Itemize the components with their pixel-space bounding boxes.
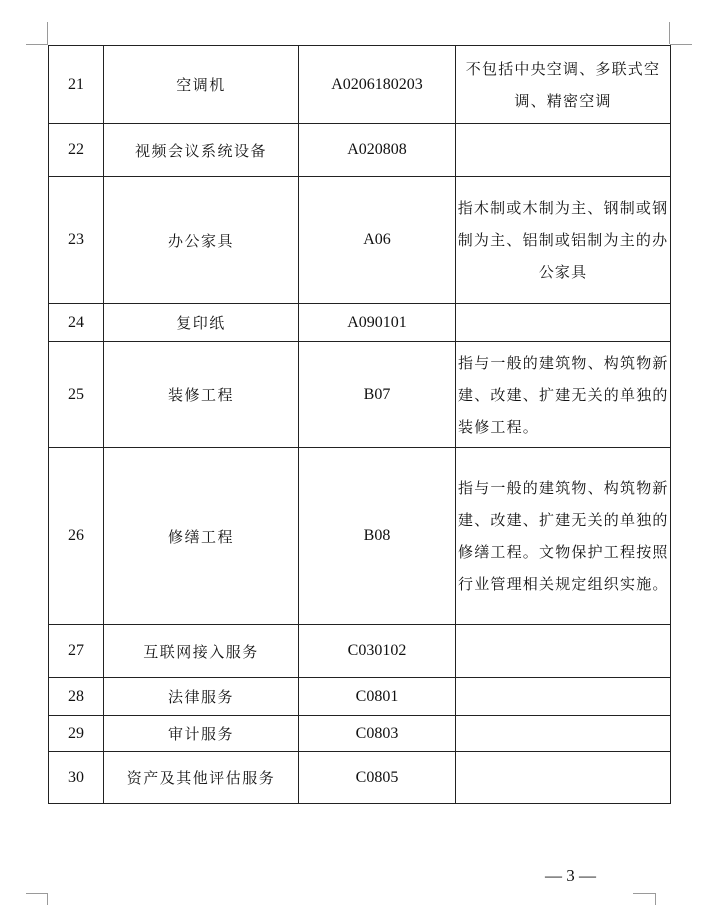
row-number: 29 bbox=[49, 716, 104, 752]
item-code: B08 bbox=[299, 448, 456, 625]
item-note: 指与一般的建筑物、构筑物新建、改建、扩建无关的单独的装修工程。 bbox=[456, 342, 671, 448]
crop-mark-bottom-left-h bbox=[26, 893, 48, 894]
item-note: 指木制或木制为主、钢制或钢制为主、铝制或铝制为主的办公家具 bbox=[456, 177, 671, 304]
item-note bbox=[456, 716, 671, 752]
item-code: C0805 bbox=[299, 752, 456, 804]
table-row bbox=[49, 177, 671, 304]
row-number: 25 bbox=[49, 342, 104, 448]
crop-mark-top-right-v bbox=[669, 22, 670, 44]
item-note: 指与一般的建筑物、构筑物新建、改建、扩建无关的单独的修缮工程。文物保护工程按照行业管理相关规定组织实施。 bbox=[456, 448, 671, 625]
table-row bbox=[49, 124, 671, 177]
table-row bbox=[49, 448, 671, 625]
item-note bbox=[456, 304, 671, 342]
item-note bbox=[456, 124, 671, 177]
item-code: C030102 bbox=[299, 625, 456, 678]
row-number: 23 bbox=[49, 177, 104, 304]
item-name: 法律服务 bbox=[104, 678, 299, 716]
item-code: A06 bbox=[299, 177, 456, 304]
row-number: 27 bbox=[49, 625, 104, 678]
item-note bbox=[456, 678, 671, 716]
item-name: 审计服务 bbox=[104, 716, 299, 752]
procurement-catalog-table bbox=[48, 45, 671, 804]
crop-mark-bottom-left-v bbox=[47, 893, 48, 905]
crop-mark-top-left-h bbox=[26, 44, 48, 45]
table-row bbox=[49, 304, 671, 342]
table-row bbox=[49, 716, 671, 752]
crop-mark-top-left-v bbox=[47, 22, 48, 44]
item-note: 不包括中央空调、多联式空调、精密空调 bbox=[456, 46, 671, 124]
item-code: C0803 bbox=[299, 716, 456, 752]
table-row bbox=[49, 752, 671, 804]
item-note bbox=[456, 625, 671, 678]
item-name: 修缮工程 bbox=[104, 448, 299, 625]
row-number: 28 bbox=[49, 678, 104, 716]
item-code: A090101 bbox=[299, 304, 456, 342]
row-number: 22 bbox=[49, 124, 104, 177]
item-name: 互联网接入服务 bbox=[104, 625, 299, 678]
page-number: — 3 — bbox=[545, 866, 596, 885]
table-row bbox=[49, 625, 671, 678]
crop-mark-bottom-right-h bbox=[633, 893, 655, 894]
row-number: 26 bbox=[49, 448, 104, 625]
table-row bbox=[49, 46, 671, 124]
row-number: 30 bbox=[49, 752, 104, 804]
item-name: 视频会议系统设备 bbox=[104, 124, 299, 177]
item-code: A0206180203 bbox=[299, 46, 456, 124]
item-code: C0801 bbox=[299, 678, 456, 716]
item-name: 装修工程 bbox=[104, 342, 299, 448]
table-row bbox=[49, 342, 671, 448]
row-number: 21 bbox=[49, 46, 104, 124]
item-name: 办公家具 bbox=[104, 177, 299, 304]
item-name: 复印纸 bbox=[104, 304, 299, 342]
row-number: 24 bbox=[49, 304, 104, 342]
item-code: A020808 bbox=[299, 124, 456, 177]
table-row bbox=[49, 678, 671, 716]
crop-mark-bottom-right-v bbox=[655, 893, 656, 905]
item-name: 资产及其他评估服务 bbox=[104, 752, 299, 804]
item-name: 空调机 bbox=[104, 46, 299, 124]
item-note bbox=[456, 752, 671, 804]
item-code: B07 bbox=[299, 342, 456, 448]
crop-mark-top-right-h bbox=[670, 44, 692, 45]
